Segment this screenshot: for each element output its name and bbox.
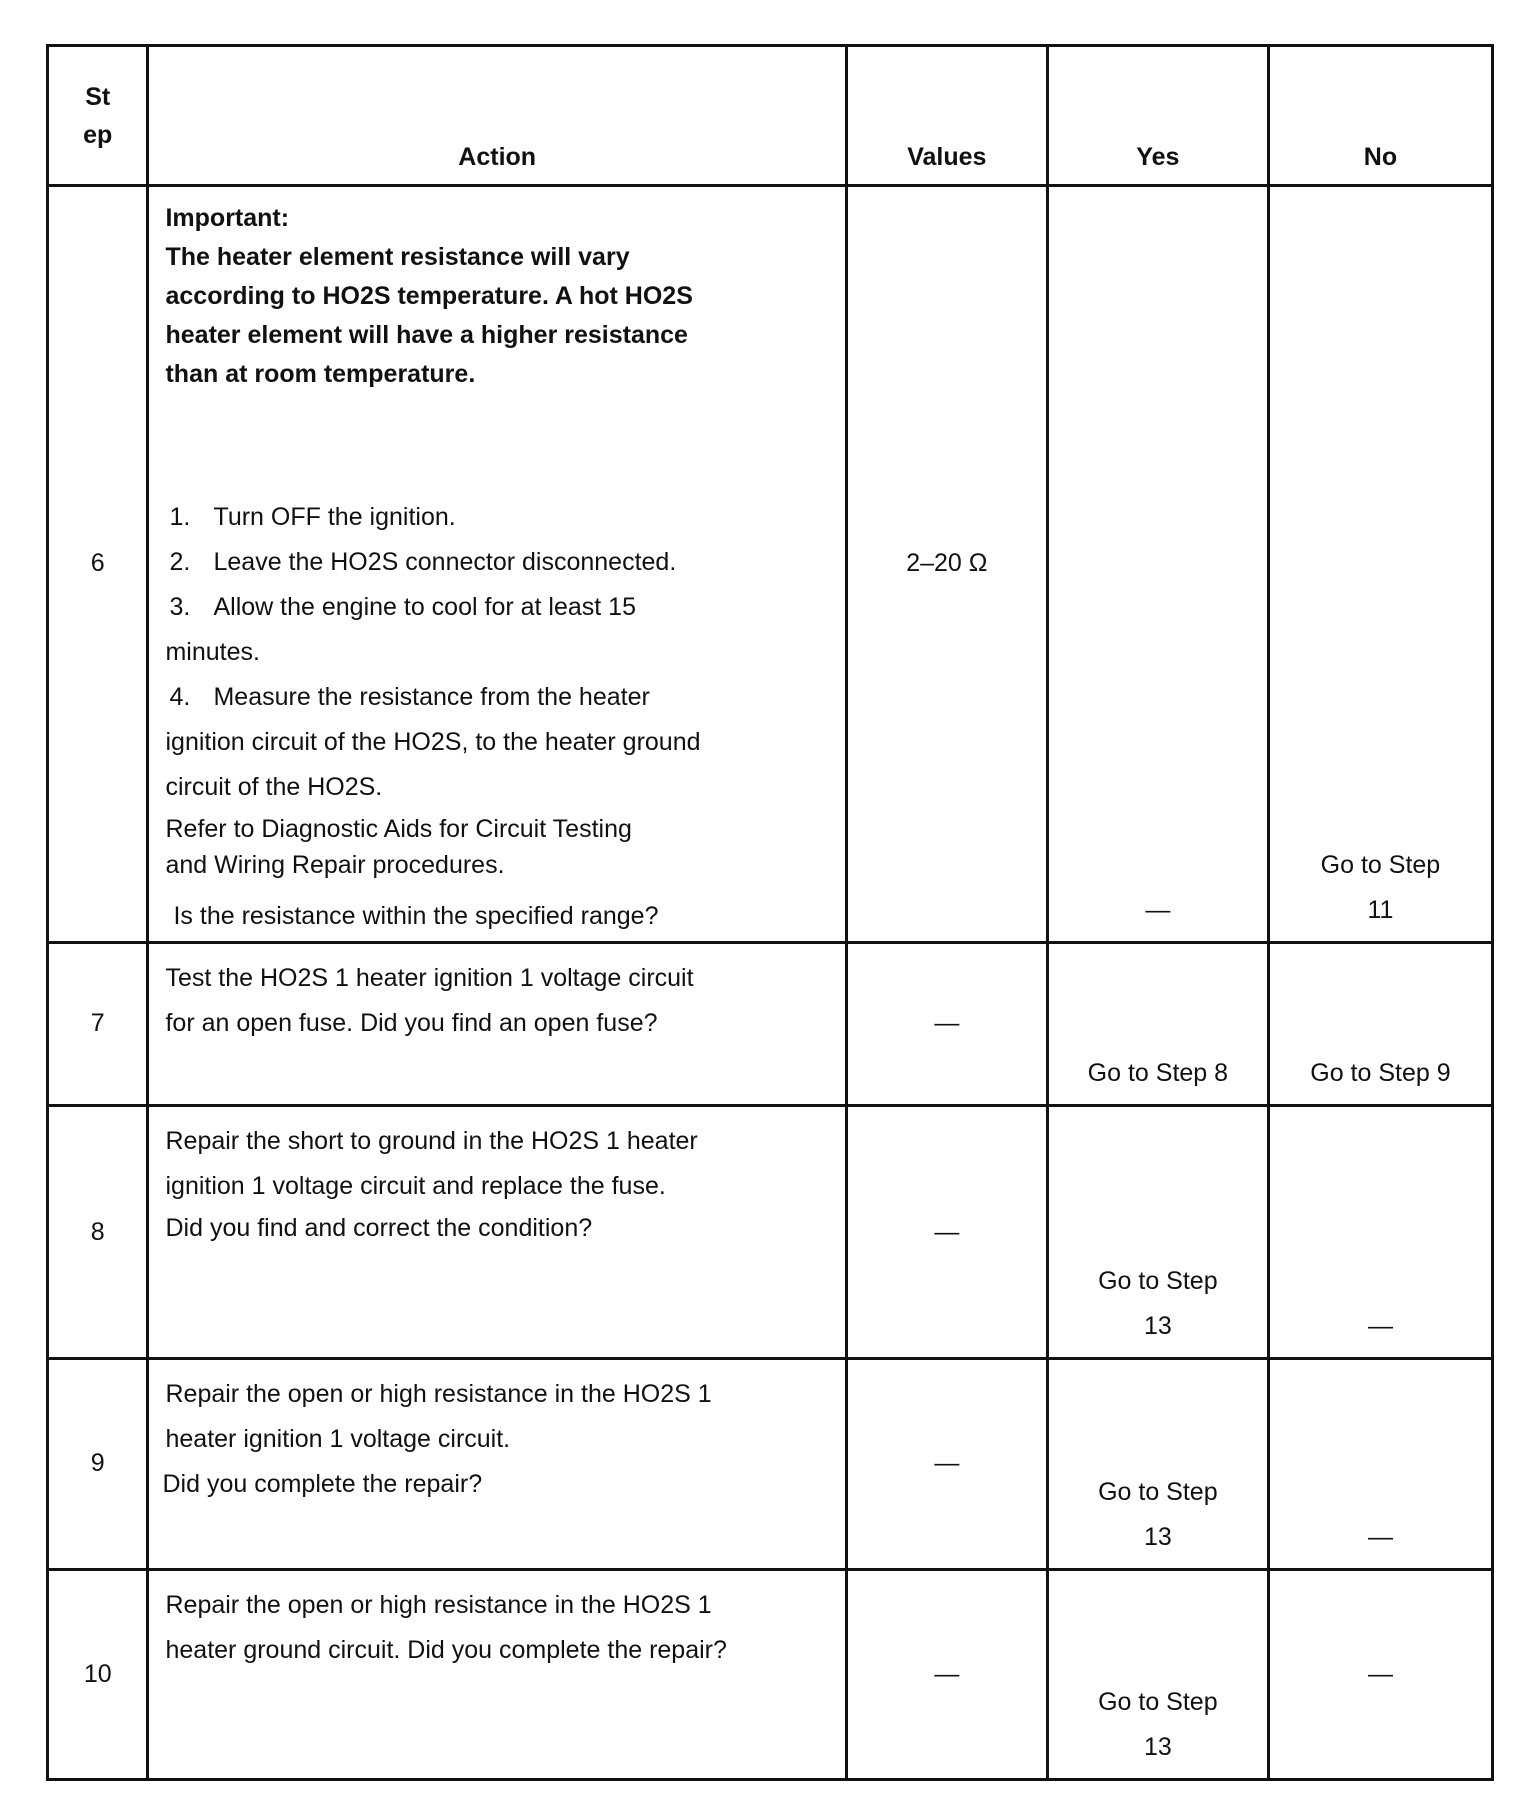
- item-text: Allow the engine to cool for at least 15: [213, 593, 636, 622]
- table-row-step-9: [48, 1359, 1493, 1569]
- header-values: Values: [846, 46, 1047, 186]
- values-cell: —: [846, 1569, 1047, 1779]
- action-line: Repair the open or high resistance in the HO2S 1: [165, 1380, 712, 1409]
- important-line: heater element will have a higher resistance: [165, 321, 688, 350]
- yes-line2: 13: [1143, 1312, 1172, 1341]
- action-cell: [148, 1359, 846, 1569]
- step-number: 8: [48, 1105, 148, 1358]
- refer-note-line: Refer to Diagnostic Aids for Circuit Testing: [165, 815, 632, 844]
- step-number: 10: [48, 1569, 148, 1779]
- header-step-line2: ep: [83, 120, 113, 149]
- action-cell: [148, 942, 846, 1105]
- no-cell: —: [1268, 1569, 1492, 1779]
- no-cell: —: [1268, 1105, 1492, 1358]
- question-text: Is the resistance within the specified range?: [173, 902, 659, 931]
- important-line: than at room temperature.: [165, 360, 476, 389]
- yes-cell: —: [1047, 186, 1268, 942]
- action-line: Repair the short to ground in the HO2S 1 heater: [165, 1126, 698, 1155]
- item-text: Leave the HO2S connector disconnected.: [213, 548, 677, 577]
- step-number: 7: [48, 942, 148, 1105]
- refer-note-line: and Wiring Repair procedures.: [165, 851, 505, 880]
- action-line: Did you find and correct the condition?: [165, 1213, 593, 1242]
- action-line: for an open fuse. Did you find an open fuse?: [165, 1008, 658, 1037]
- action-line: heater ground circuit. Did you complete the repair?: [165, 1635, 727, 1664]
- action-line: heater ignition 1 voltage circuit.: [165, 1425, 511, 1454]
- item-number: 4.: [169, 683, 191, 712]
- no-cell: [1268, 186, 1492, 942]
- action-cell: [148, 1569, 846, 1779]
- table-row-step-10: [48, 1569, 1493, 1779]
- table-row-step-7: [48, 942, 1493, 1105]
- yes-cell: [1047, 1569, 1268, 1779]
- header-row: [48, 46, 1493, 186]
- yes-line1: Go to Step: [1098, 1267, 1218, 1296]
- action-cell: [148, 1105, 846, 1358]
- step-number: 6: [48, 186, 148, 942]
- no-line2: 11: [1367, 895, 1394, 924]
- list-item: [165, 585, 832, 630]
- yes-line2: 13: [1143, 1522, 1172, 1551]
- list-item: [165, 540, 832, 585]
- no-line1: Go to Step: [1320, 850, 1441, 879]
- item-number: 1.: [169, 503, 191, 532]
- yes-line2: 13: [1143, 1733, 1172, 1761]
- header-yes: Yes: [1047, 46, 1268, 186]
- values-cell: —: [846, 1359, 1047, 1569]
- yes-cell: [1047, 1359, 1268, 1569]
- diagnostic-table: [46, 44, 1494, 1781]
- important-line: The heater element resistance will vary: [165, 243, 630, 272]
- no-cell: Go to Step 9: [1268, 942, 1492, 1105]
- action-line: Did you complete the repair?: [162, 1470, 483, 1499]
- header-no: No: [1268, 46, 1492, 186]
- no-cell: —: [1268, 1359, 1492, 1569]
- important-line: according to HO2S temperature. A hot HO2S: [165, 282, 693, 311]
- item-text: Turn OFF the ignition.: [213, 503, 456, 532]
- step-number: 9: [48, 1359, 148, 1569]
- yes-cell: Go to Step 8: [1047, 942, 1268, 1105]
- item-text: Measure the resistance from the heater: [213, 683, 650, 712]
- yes-line1: Go to Step: [1098, 1477, 1218, 1506]
- spacer: [165, 394, 832, 495]
- header-step: [48, 46, 148, 186]
- item-number: 2.: [169, 548, 191, 577]
- values-cell: 2–20 Ω: [846, 186, 1047, 942]
- procedure-list: [165, 495, 832, 810]
- table-row-step-6: [48, 186, 1493, 942]
- list-item-continuation: ignition circuit of the HO2S, to the heater ground: [165, 728, 701, 757]
- yes-line1: Go to Step: [1098, 1688, 1218, 1716]
- yes-cell: [1047, 1105, 1268, 1358]
- action-line: Repair the open or high resistance in the HO2S 1: [165, 1590, 712, 1619]
- spacer: [165, 882, 832, 894]
- action-line: ignition 1 voltage circuit and replace the fuse.: [165, 1171, 666, 1200]
- header-step-line1: St: [85, 82, 111, 111]
- values-cell: —: [846, 942, 1047, 1105]
- item-number: 3.: [169, 593, 191, 622]
- table-row-step-8: [48, 1105, 1493, 1358]
- list-item: [165, 495, 832, 540]
- action-line: Test the HO2S 1 heater ignition 1 voltage circuit: [165, 963, 694, 992]
- action-cell: [148, 186, 846, 942]
- list-item-continuation: circuit of the HO2S.: [165, 773, 383, 802]
- list-item-continuation: minutes.: [165, 638, 260, 667]
- header-action: Action: [148, 46, 846, 186]
- important-label: Important:: [165, 204, 290, 233]
- list-item: [165, 675, 832, 720]
- values-cell: —: [846, 1105, 1047, 1358]
